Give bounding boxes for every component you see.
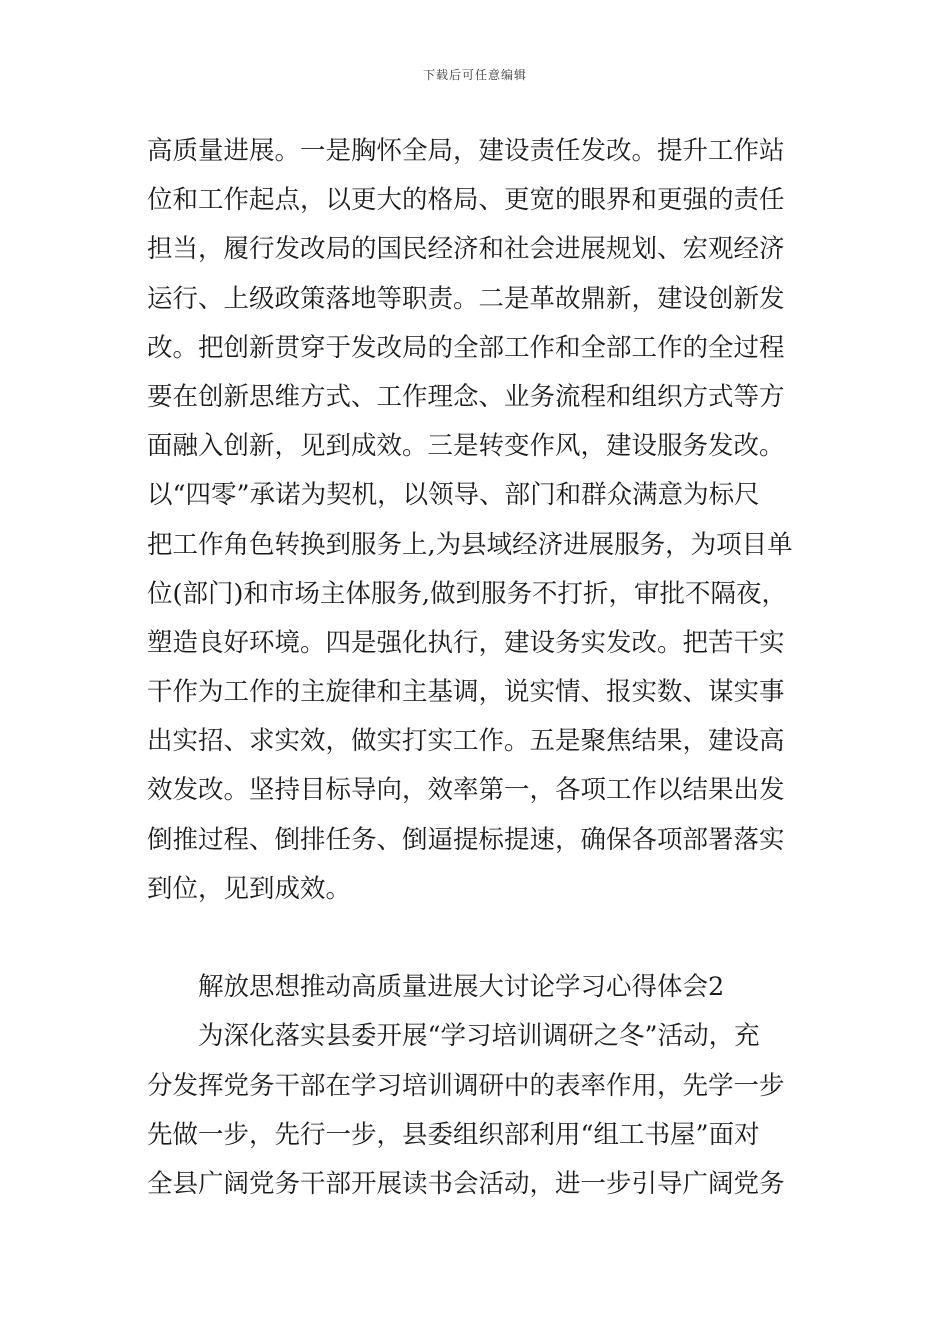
paragraph-line: 改。把创新贯穿于发改局的全部工作和全部工作的全过程: [147, 332, 785, 363]
paragraph-line: 先做一步，先行一步，县委组织部利用“组工书屋”面对: [147, 1119, 760, 1150]
paragraph-line: 全县广阔党务干部开展读书会活动，进一步引导广阔党务: [147, 1168, 785, 1199]
section-title: 解放思想推动高质量进展大讨论学习心得体会2: [198, 972, 725, 1003]
paragraph-line: 高质量进展。一是胸怀全局，建设责任发改。提升工作站: [147, 136, 785, 166]
page-header: 下载后可任意编辑: [422, 68, 527, 82]
paragraph-line: 为深化落实县委开展“学习培训调研之冬”活动，充: [198, 1021, 760, 1052]
paragraph-line: 担当，履行发改局的国民经济和社会进展规划、宏观经济: [147, 234, 785, 265]
paragraph-line: 面融入创新，见到成效。三是转变作风，建设服务发改。: [147, 431, 785, 462]
paragraph-line: 倒推过程、倒排任务、倒逼提标提速，确保各项部署落实: [147, 824, 785, 855]
paragraph-line: 要在创新思维方式、工作理念、业务流程和组织方式等方: [147, 381, 785, 412]
paragraph-line: 分发挥党务干部在学习培训调研中的表率作用，先学一步: [147, 1070, 785, 1101]
paragraph-line: 干作为工作的主旋律和主基调，说实情、报实数、谋实事: [147, 677, 785, 708]
paragraph-line: 到位，见到成效。: [147, 873, 352, 904]
paragraph-line: 运行、上级政策落地等职责。二是革故鼎新，建设创新发: [147, 283, 785, 314]
paragraph-line: 塑造良好环境。四是强化执行，建设务实发改。把苦干实: [147, 627, 785, 658]
paragraph-line: 出实招、求实效，做实打实工作。五是聚焦结果，建设高: [147, 726, 785, 757]
paragraph-line: 位和工作起点，以更大的格局、更宽的眼界和更强的责任: [147, 185, 785, 216]
paragraph-line: 位(部门)和市场主体服务,做到服务不打折，审批不隔夜，: [147, 578, 788, 609]
blank-line: [147, 914, 807, 963]
paragraph-line: 以“四零”承诺为契机，以领导、部门和群众满意为标尺: [147, 480, 760, 511]
paragraph-line: 把工作角色转换到服务上,为县域经济进展服务，为项目单: [147, 529, 793, 560]
paragraph-line: 效发改。坚持目标导向，效率第一，各项工作以结果出发: [147, 775, 785, 806]
document-body: [147, 127, 807, 1209]
